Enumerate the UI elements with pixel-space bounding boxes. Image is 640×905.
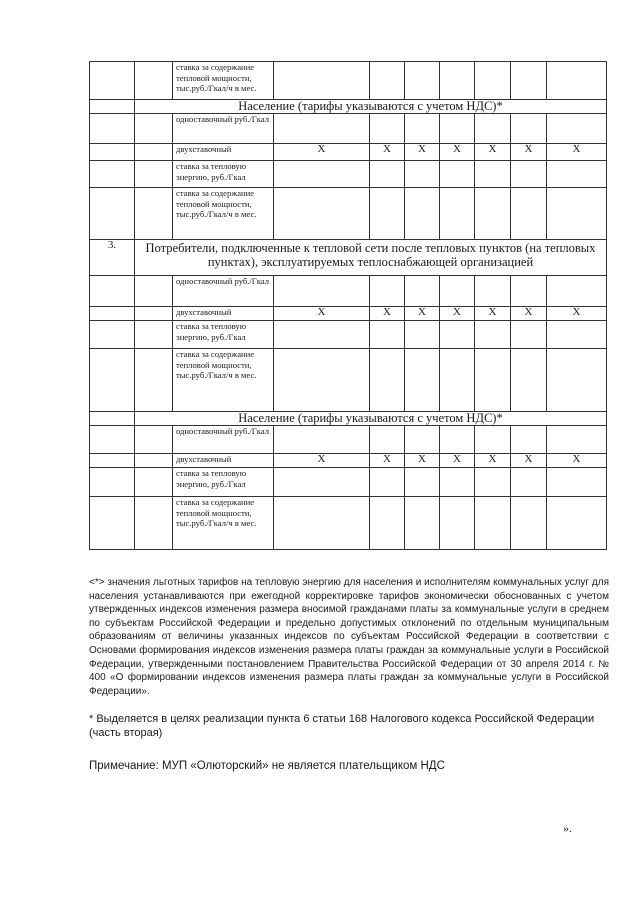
- table-row: [90, 62, 607, 100]
- row-label: одноставочный руб./Гкал: [173, 276, 274, 307]
- x-mark: X: [475, 307, 511, 321]
- x-mark: X: [440, 454, 475, 468]
- table-row: [90, 426, 607, 454]
- footnote-vat: * Выделяется в целях реализации пункта 6 статьи 168 Налогового кодекса Российской Федерации (часть вторая): [89, 713, 595, 739]
- table-row: [90, 188, 607, 240]
- row-label: ставка за тепловую энергию, руб./Гкал: [173, 161, 274, 188]
- closing-quote: ».: [563, 821, 572, 835]
- tariff-table: [89, 61, 607, 550]
- row-label: одноставочный руб./Гкал: [173, 426, 274, 454]
- table-row: [90, 100, 607, 114]
- table-row: [90, 468, 607, 497]
- x-mark: X: [475, 144, 511, 161]
- table-row: [90, 114, 607, 144]
- table-row: [90, 276, 607, 307]
- x-mark: X: [547, 144, 607, 161]
- x-mark: X: [274, 144, 370, 161]
- section-number: 3.: [90, 240, 135, 276]
- table-row: [90, 454, 607, 468]
- row-label: ставка за содержание тепловой мощности, тыс.руб./Гкал/ч в мес.: [173, 62, 274, 100]
- footnote-benefit-tariffs: <*> значения льготных тарифов на тепловую энергию для населения и исполнителям коммунальных услуг для населения устанавливаются при ежегодной корректировке тарифов экономически обоснованных с учетом утвержденных индексов изменения размера вносимой гражданами платы за коммунальные услуги в среднем по субъектам Российской Федерации и предельно допустимых отклонений по отдельным муниципальным образованиям от величины указанных индексов по субъектам Российской Федерации в соответствии с Основами формирования индексов изменения размера платы граждан за коммунальные услуги в Российской Федерации, утвержденными постановлением Правительства Российской Федерации от 30 апреля 2014 г. № 400 «О формировании индексов изменения размера платы граждан за коммунальные услуги в Российской Федерации».: [89, 577, 609, 697]
- x-mark: X: [274, 454, 370, 468]
- row-label: ставка за содержание тепловой мощности, тыс.руб./Гкал/ч в мес.: [173, 497, 274, 550]
- row-label: ставка за тепловую энергию, руб./Гкал: [173, 468, 274, 497]
- row-label: двухставочный: [173, 144, 274, 161]
- table-row: [90, 321, 607, 349]
- x-mark: X: [274, 307, 370, 321]
- x-mark: X: [440, 307, 475, 321]
- x-mark: X: [370, 144, 405, 161]
- row-label: ставка за содержание тепловой мощности, тыс.руб./Гкал/ч в мес.: [173, 188, 274, 240]
- population-header: Население (тарифы указываются с учетом НДС)*: [135, 412, 607, 426]
- x-mark: X: [440, 144, 475, 161]
- x-mark: X: [511, 307, 547, 321]
- row-label: одноставочный руб./Гкал: [173, 114, 274, 144]
- x-mark: X: [370, 454, 405, 468]
- table-row: [90, 497, 607, 550]
- remark-vat-payer: Примечание: МУП «Олюторский» не является плательщиком НДС: [89, 760, 445, 772]
- x-mark: X: [547, 307, 607, 321]
- row-label: ставка за содержание тепловой мощности, тыс.руб./Гкал/ч в мес.: [173, 349, 274, 412]
- x-mark: X: [405, 454, 440, 468]
- x-mark: X: [475, 454, 511, 468]
- table-row: [90, 307, 607, 321]
- x-mark: X: [405, 307, 440, 321]
- population-header: Население (тарифы указываются с учетом НДС)*: [135, 100, 607, 114]
- section-title: Потребители, подключенные к тепловой сети после тепловых пунктов (на тепловых пунктах), эксплуатируемых теплоснабжающей организацией: [135, 240, 607, 276]
- table-row: [90, 412, 607, 426]
- x-mark: X: [511, 454, 547, 468]
- x-mark: X: [405, 144, 440, 161]
- table-row: [90, 161, 607, 188]
- table-row: [90, 240, 607, 276]
- table-row: [90, 144, 607, 161]
- row-label: ставка за тепловую энергию, руб./Гкал: [173, 321, 274, 349]
- row-label: двухставочный: [173, 307, 274, 321]
- x-mark: X: [370, 307, 405, 321]
- row-label: двухставочный: [173, 454, 274, 468]
- x-mark: X: [547, 454, 607, 468]
- table-row: [90, 349, 607, 412]
- x-mark: X: [511, 144, 547, 161]
